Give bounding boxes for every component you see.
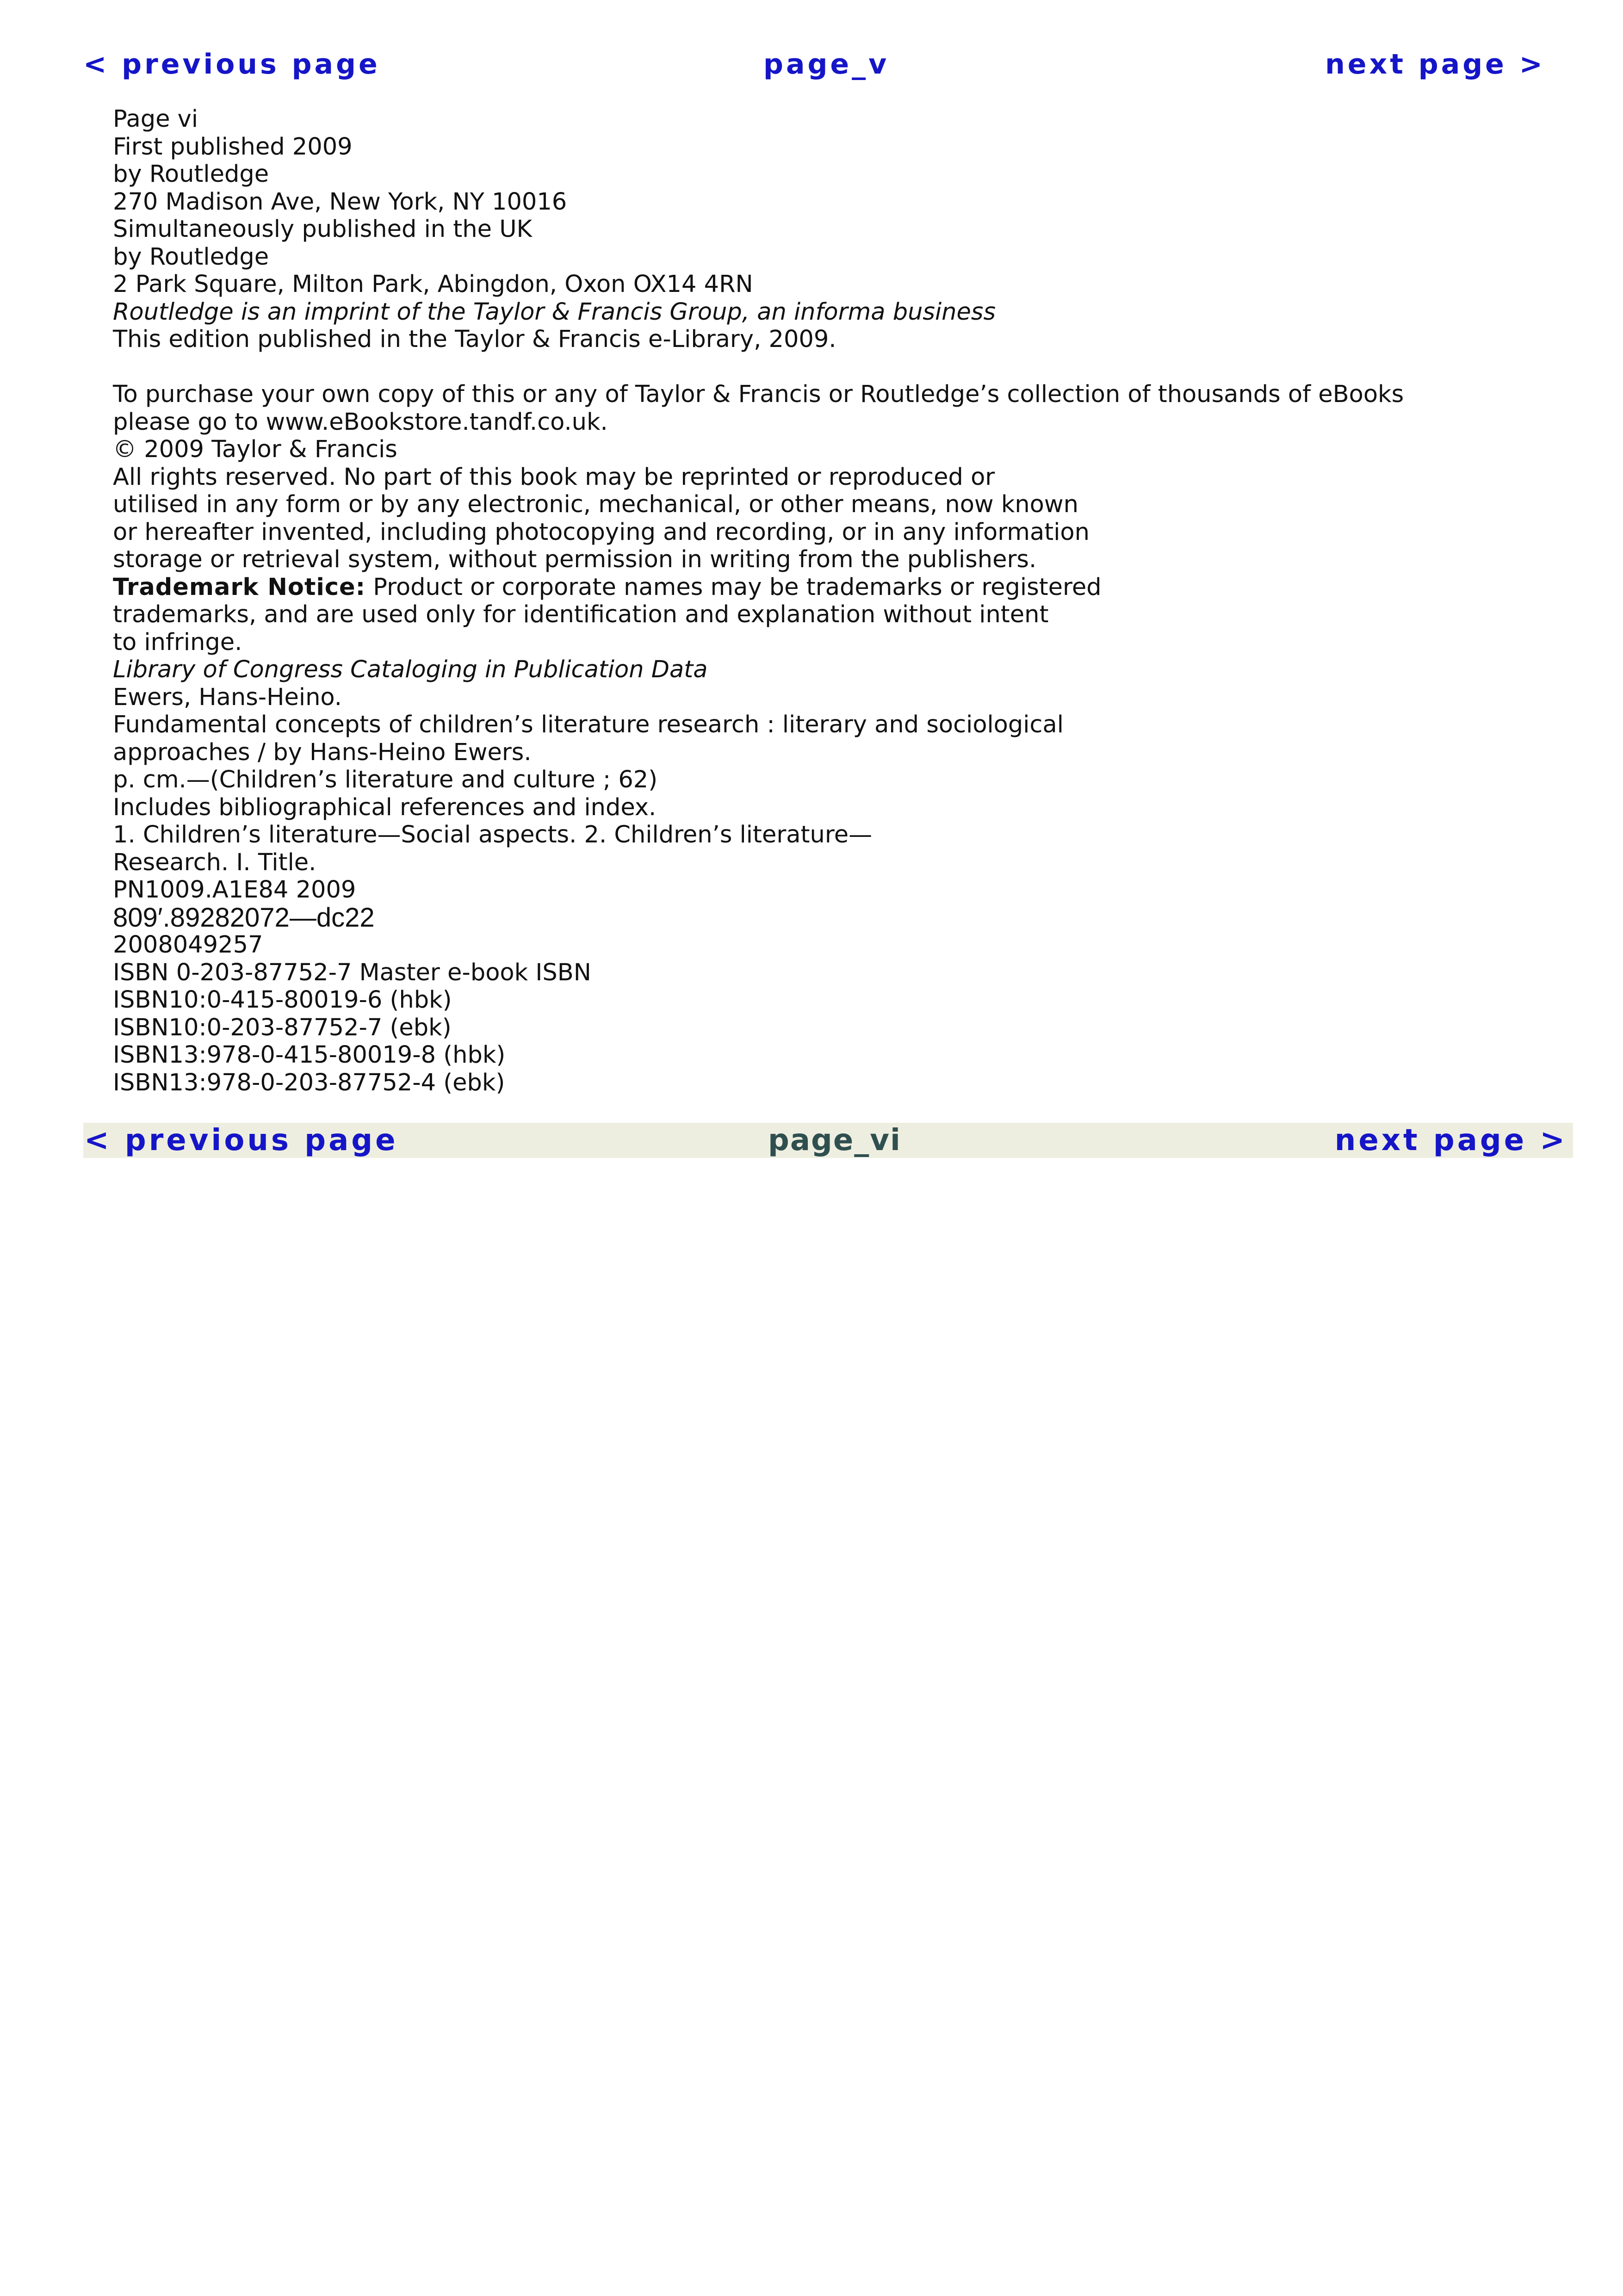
cataloging-series: p. cm.—(Children’s literature and culture ; 62): [113, 766, 658, 793]
cataloging-subjects-1: 1. Children’s literature—Social aspects. 2. Children’s literature—: [113, 821, 873, 848]
cataloging-heading: Library of Congress Cataloging in Publication Data: [113, 656, 708, 683]
copyright-page-content: [113, 105, 1547, 1096]
lc-classification: PN1009.A1E84 2009: [113, 876, 356, 904]
first-published: First published 2009: [113, 133, 353, 161]
imprint-statement: Routledge is an imprint of the Taylor & Francis Group, an informa business: [113, 298, 996, 326]
cataloging-includes: Includes bibliographical references and index.: [113, 793, 657, 821]
isbn13-ebk: ISBN13:978-0-203-87752-4 (ebk): [113, 1069, 505, 1096]
isbn13-hbk: ISBN13:978-0-415-80019-8 (hbk): [113, 1041, 506, 1069]
lccn: 2008049257: [113, 931, 263, 959]
previous-page-link[interactable]: < previous page: [84, 1123, 398, 1157]
next-page-link[interactable]: next page >: [1334, 1123, 1567, 1157]
copyright-notice: © 2009 Taylor & Francis: [113, 436, 397, 463]
cataloging-subjects-2: Research. I. Title.: [113, 848, 316, 876]
dewey-classification: 809′.89282072—dc22: [113, 902, 375, 933]
isbn10-ebk: ISBN10:0-203-87752-7 (ebk): [113, 1014, 452, 1041]
top-navigation-remnant: [83, 0, 1545, 81]
edition-statement: This edition published in the Taylor & Francis e-Library, 2009.: [113, 326, 836, 353]
publisher-uk: by Routledge: [113, 243, 269, 271]
trademark-text: Product or corporate names may be trademarks or registered: [365, 573, 1102, 601]
trademark-line-1: [113, 574, 1547, 601]
trademark-label: Trademark Notice:: [113, 573, 366, 601]
top-current-page-label: page_v: [763, 48, 890, 80]
cataloging-title-2: approaches / by Hans-Heino Ewers.: [113, 738, 532, 766]
page-label: Page vi: [113, 105, 198, 133]
isbn10-hbk: ISBN10:0-415-80019-6 (hbk): [113, 986, 452, 1014]
current-page-label: page_vi: [768, 1123, 901, 1157]
publisher-us: by Routledge: [113, 161, 269, 188]
rights-line-4: storage or retrieval system, without permission in writing from the publishers.: [113, 546, 1037, 573]
spacer: [113, 353, 1547, 381]
top-next-page-link[interactable]: next page >: [1325, 48, 1545, 80]
rights-line-2: utilised in any form or by any electronic, mechanical, or other means, now known: [113, 491, 1078, 518]
purchase-line-2: please go to www.eBookstore.tandf.co.uk.: [113, 408, 608, 436]
publisher-uk-address: 2 Park Square, Milton Park, Abingdon, Oxon OX14 4RN: [113, 271, 753, 298]
trademark-line-3: to infringe.: [113, 628, 242, 656]
cataloging-author: Ewers, Hans-Heino.: [113, 683, 342, 711]
publisher-us-address: 270 Madison Ave, New York, NY 10016: [113, 188, 567, 216]
cataloging-title-1: Fundamental concepts of children’s literature research : literary and sociological: [113, 711, 1064, 738]
simultaneous-publication: Simultaneously published in the UK: [113, 216, 532, 243]
purchase-line-1: To purchase your own copy of this or any of Taylor & Francis or Routledge’s collection of thousands of eBooks: [113, 381, 1404, 408]
rights-line-3: or hereafter invented, including photocopying and recording, or in any information: [113, 518, 1090, 546]
top-previous-page-link[interactable]: < previous page: [83, 48, 380, 80]
trademark-line-2: trademarks, and are used only for identification and explanation without intent: [113, 601, 1049, 628]
isbn-master: ISBN 0-203-87752-7 Master e-book ISBN: [113, 959, 591, 986]
rights-line-1: All rights reserved. No part of this book may be reprinted or reproduced or: [113, 463, 995, 491]
page-navigation-bar: [83, 1123, 1573, 1158]
